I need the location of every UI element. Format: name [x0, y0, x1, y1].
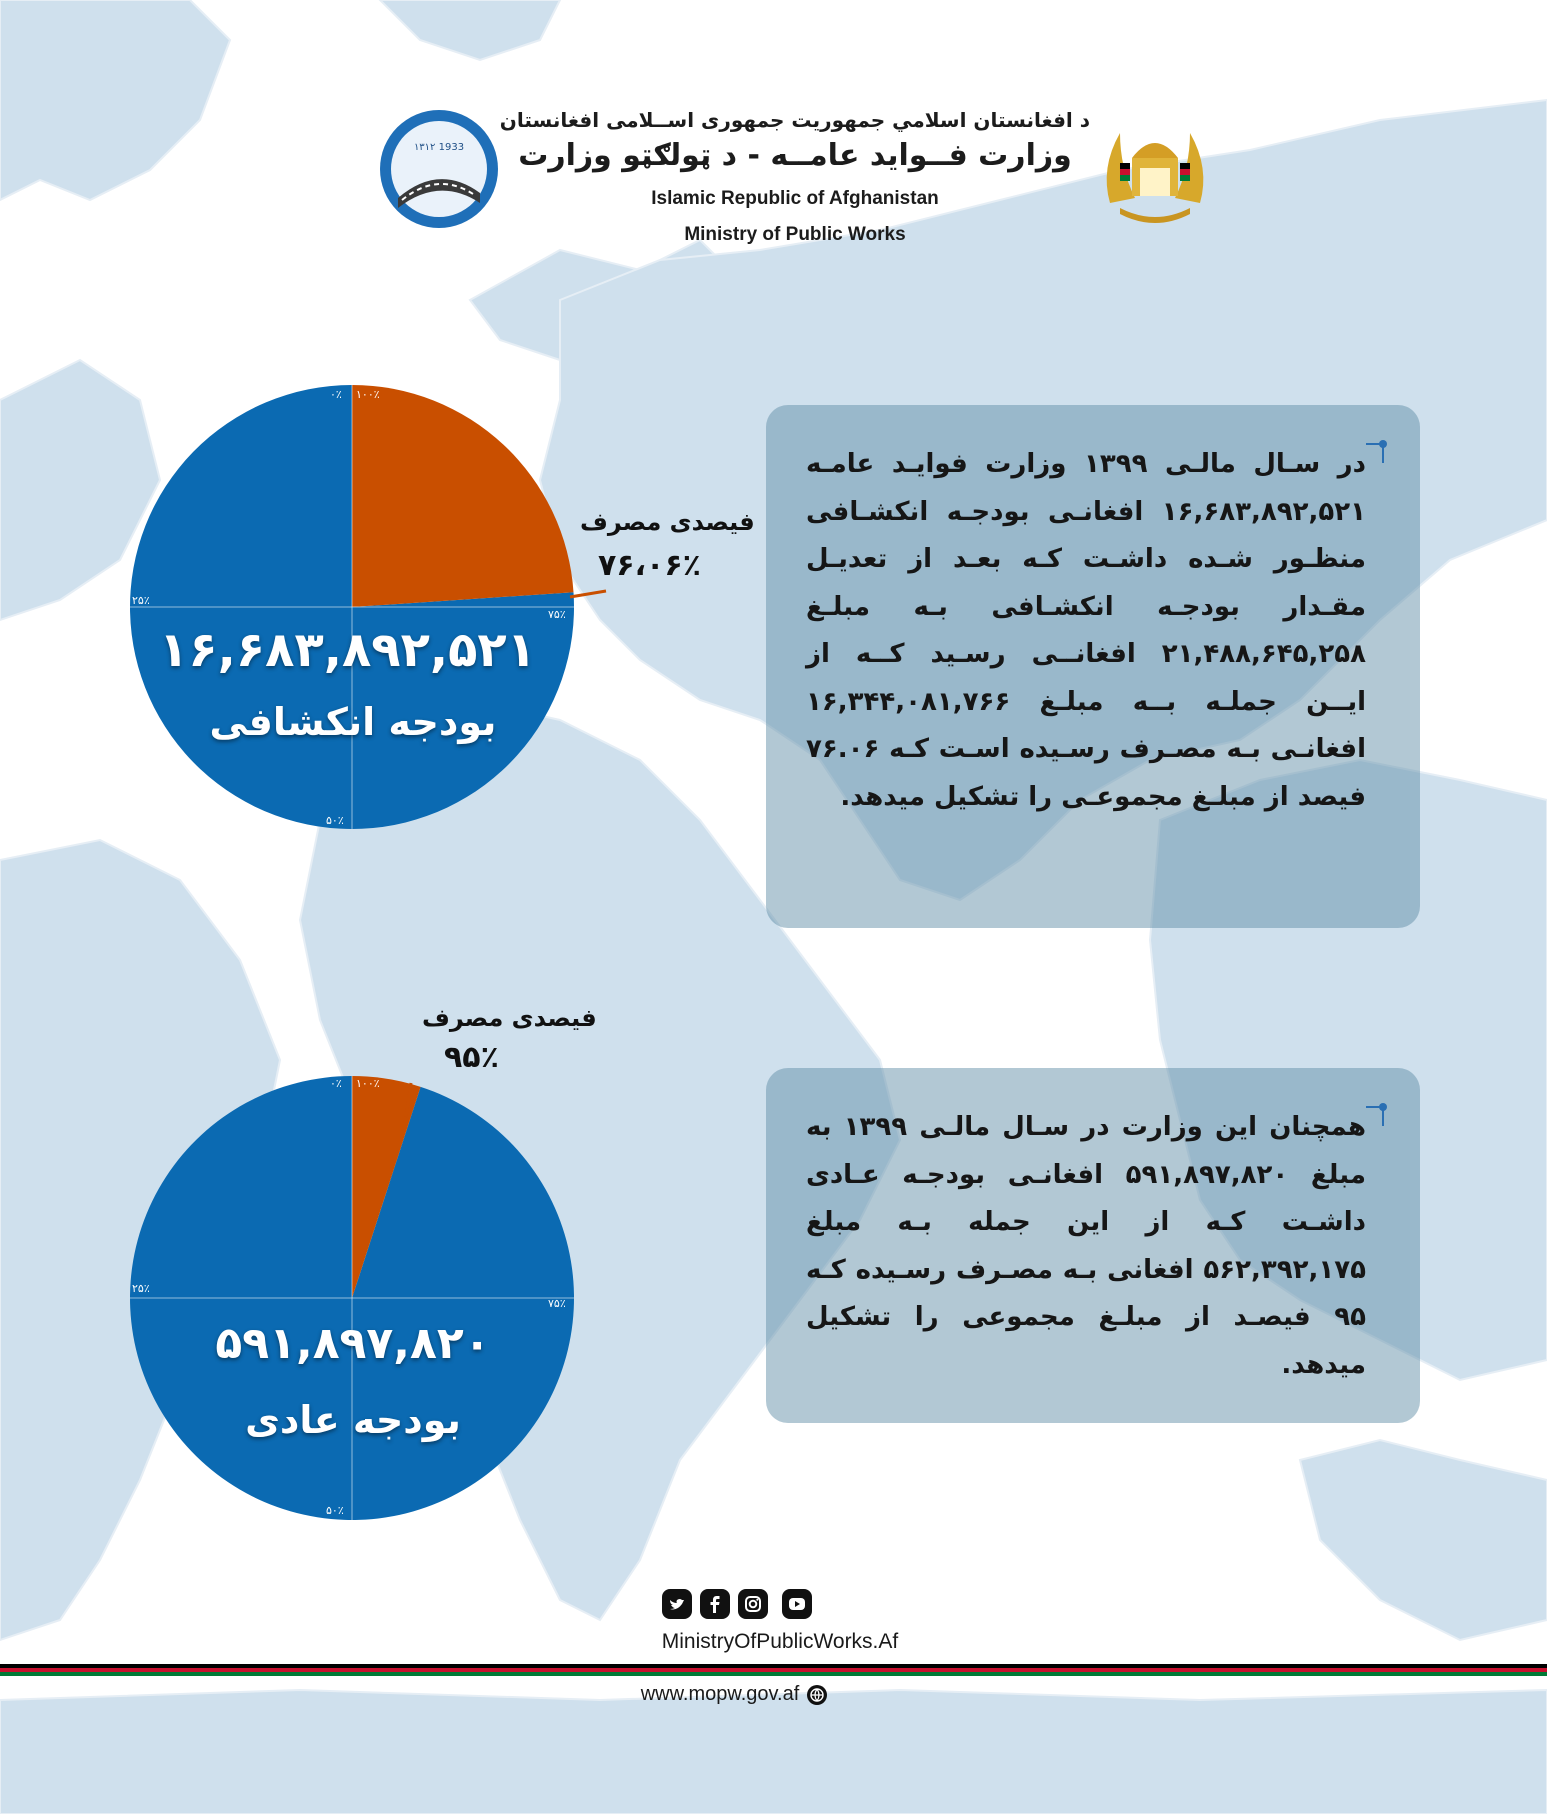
pie2-tick-75: ۷۵٪ [548, 1297, 566, 1310]
pie2-callout-value: ۹۵٪ [444, 1040, 499, 1075]
pie1-callout-value: ۷۶،۰۶٪ [598, 548, 701, 583]
afghanistan-emblem-icon [1090, 108, 1220, 238]
development-budget-description: در سـال مالـی ۱۳۹۹ وزارت فوایـد عامـه ۱۶,۶۸۳,۸۹۲,۵۲۱ افغانـی بودجـه انکشـافی منظـور شـده داشـت کـه بعـد از تعدیـل مقـدار بودجـه انکشـافی بـه مبلـغ ۲۱,۴۸۸,۶۴۵,۲۵۸ افغانــی رسـید کــه از ایــن جملـه بــه مبلـغ ۱۶,۳۴۴,۰۸۱,۷۶۶ افغانـی بـه مصـرف رسـیده اسـت کـه ۷۶.۰۶ فیصد از مبلـغ مجموعـی را تشکیل میدهد. [806, 449, 1366, 812]
pie1-tick-50: ۵۰٪ [326, 814, 344, 827]
pie1-tick-25: ۲۵٪ [132, 594, 150, 607]
pie2-tick-0: ۰٪ [330, 1077, 342, 1090]
development-budget-label: بودجه انکشافی [209, 700, 497, 744]
logo-year-text: ۱۳۱۲ 1933 [413, 142, 465, 153]
development-budget-amount: ۱۶,۶۸۳,۸۹۲,۵۲۱ [159, 622, 536, 678]
pie-callout-leader [570, 591, 606, 597]
ordinary-budget-pie-chart [130, 1055, 610, 1535]
pie2-callout-title: فیصدی مصرف [422, 1004, 597, 1032]
pie1-tick-75: ۷۵٪ [548, 608, 566, 621]
website-link[interactable]: www.mopw.gov.af [640, 1683, 800, 1705]
twitter-icon[interactable] [662, 1589, 692, 1619]
ordinary-budget-text-box [766, 1068, 1420, 1423]
instagram-icon[interactable] [738, 1589, 768, 1619]
header-ministry-title: وزارت فــواید عامــه - د ټولګټو وزارت [518, 138, 1072, 173]
social-handle[interactable]: MinistryOfPublicWorks.Af [661, 1630, 899, 1653]
header-ministry-english: Ministry of Public Works [684, 224, 906, 245]
pie1-callout-title: فیصدی مصرف [580, 508, 755, 536]
ministry-logo [378, 108, 500, 230]
header-title-pashto: د افغانستان اسلامي جمهوريت جمهوری اســلامی افغانستان [499, 108, 1090, 132]
ordinary-budget-label: بودجه عادی [245, 1398, 461, 1442]
box-corner-marker [1366, 443, 1384, 463]
development-budget-pie-chart [130, 385, 610, 845]
pie2-tick-50: ۵۰٪ [326, 1504, 344, 1517]
development-budget-text-box [766, 405, 1420, 928]
globe-icon [806, 1684, 828, 1706]
pie1-tick-100: ۱۰۰٪ [356, 388, 380, 401]
ordinary-budget-amount: ۵۹۱,۸۹۷,۸۲۰ [215, 1318, 491, 1369]
pie-slice-remaining [352, 385, 574, 607]
box-corner-marker [1366, 1106, 1384, 1126]
youtube-icon[interactable] [782, 1589, 812, 1619]
header-country-english: Islamic Republic of Afghanistan [651, 188, 939, 209]
ordinary-budget-description: همچنان این وزارت در سـال مالـی ۱۳۹۹ به مبلغ ۵۹۱,۸۹۷,۸۲۰ افغانـی بودجـه عـادی داشـت کـه از این جمله بـه مبلغ ۵۶۲,۳۹۲,۱۷۵ افغانی بـه مصـرف رسـیده کـه ۹۵ فیصـد از مبلـغ مجموعی را تشکیل میدهد. [806, 1112, 1366, 1380]
facebook-icon[interactable] [700, 1589, 730, 1619]
pie2-tick-100: ۱۰۰٪ [356, 1077, 380, 1090]
flag-stripe-green [0, 1672, 1547, 1676]
pie1-tick-0: ۰٪ [330, 388, 342, 401]
pie2-tick-25: ۲۵٪ [132, 1282, 150, 1295]
